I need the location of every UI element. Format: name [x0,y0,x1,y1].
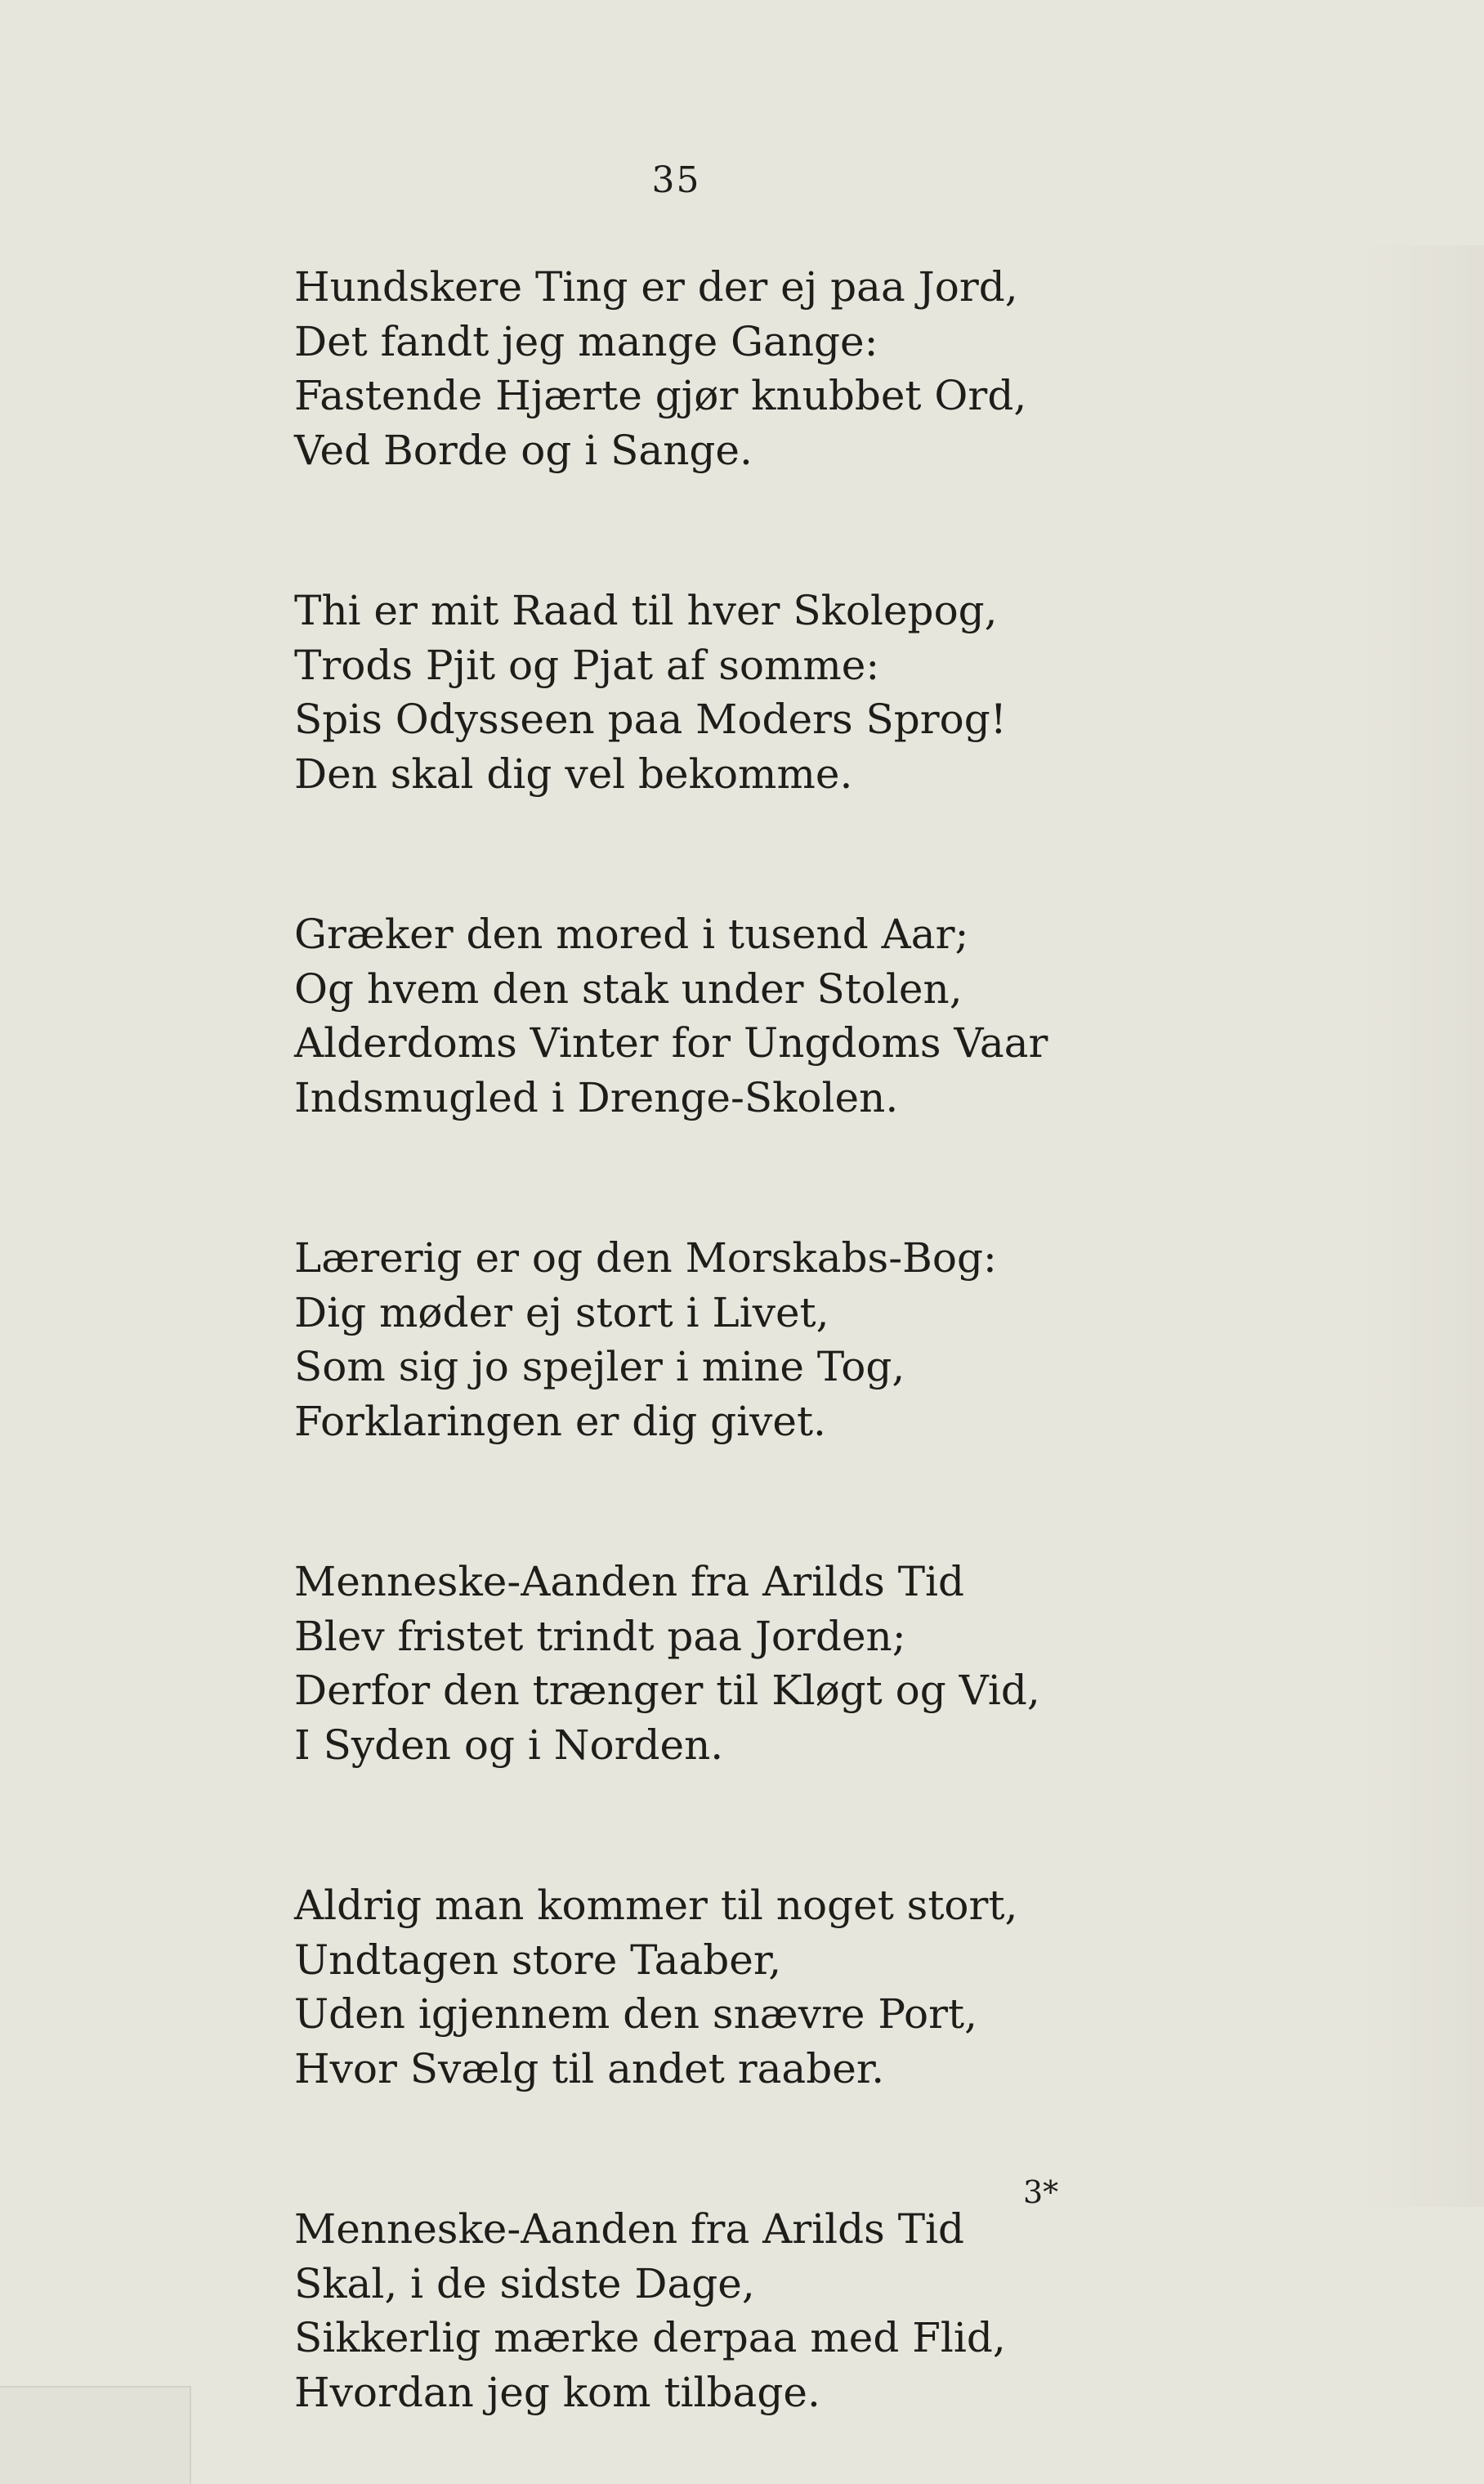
poem-line: Hvor Svælg til andet raaber. [294,2044,885,2092]
poem-line: Forklaringen er dig givet. [294,1397,826,1445]
stanza [294,584,1111,801]
poem-line: Hundskere Ting er der ej paa Jord, [294,263,1018,311]
poem-line: Den skal dig vel bekomme. [294,750,853,798]
poem-line: Hvordan jeg kom tilbage. [294,2368,820,2416]
signature-mark: 3* [1023,2174,1059,2210]
poem [294,260,1111,2484]
poem-line: Ved Borde og i Sange. [294,426,753,474]
poem-line: Skal, i de sidste Dage, [294,2259,755,2307]
stanza [294,1231,1111,1448]
stanza [294,907,1111,1125]
poem-line: I Syden og i Norden. [294,1721,724,1769]
poem-line: Indsmugled i Drenge-Skolen. [294,1073,899,1121]
poem-line: Lærerig er og den Morskabs-Bog: [294,1234,997,1282]
poem-line: Dig møder ej stort i Livet, [294,1288,829,1336]
poem-line: Og hvem den stak under Stolen, [294,965,963,1013]
poem-line: Spis Odysseen paa Moders Sprog! [294,696,1007,743]
poem-line: Det fandt jeg mange Gange: [294,317,878,365]
poem-line: Aldrig man kommer til noget stort, [294,1882,1018,1929]
poem-line: Græker den mored i tusend Aar; [294,911,969,958]
facing-page-bleed [1357,245,1484,2207]
poem-line: Menneske-Aanden fra Arilds Tid [294,2205,965,2253]
poem-line: Trods Pjit og Pjat af somme: [294,641,880,689]
poem-line: Menneske-Aanden fra Arilds Tid [294,1558,965,1605]
poem-line: Undtagen store Taaber, [294,1936,782,1984]
page-edge [0,2386,191,2484]
page-number: 35 [651,159,701,201]
poem-line: Alderdoms Vinter for Ungdoms Vaar [294,1019,1048,1067]
poem-line: Derfor den trænger til Kløgt og Vid, [294,1667,1040,1714]
stanza [294,1555,1111,1772]
poem-line: Sikkerlig mærke derpaa med Flid, [294,2314,1006,2361]
stanza [294,260,1111,477]
stanza [294,1878,1111,2096]
stanza [294,2202,1111,2419]
poem-line: Uden igjennem den snævre Port, [294,1990,978,2038]
poem-line: Som sig jo spejler i mine Tog, [294,1343,905,1390]
poem-line: Thi er mit Raad til hver Skolepog, [294,587,998,634]
poem-line: Blev fristet trindt paa Jorden; [294,1612,906,1660]
poem-line: Fastende Hjærte gjør knubbet Ord, [294,372,1027,419]
